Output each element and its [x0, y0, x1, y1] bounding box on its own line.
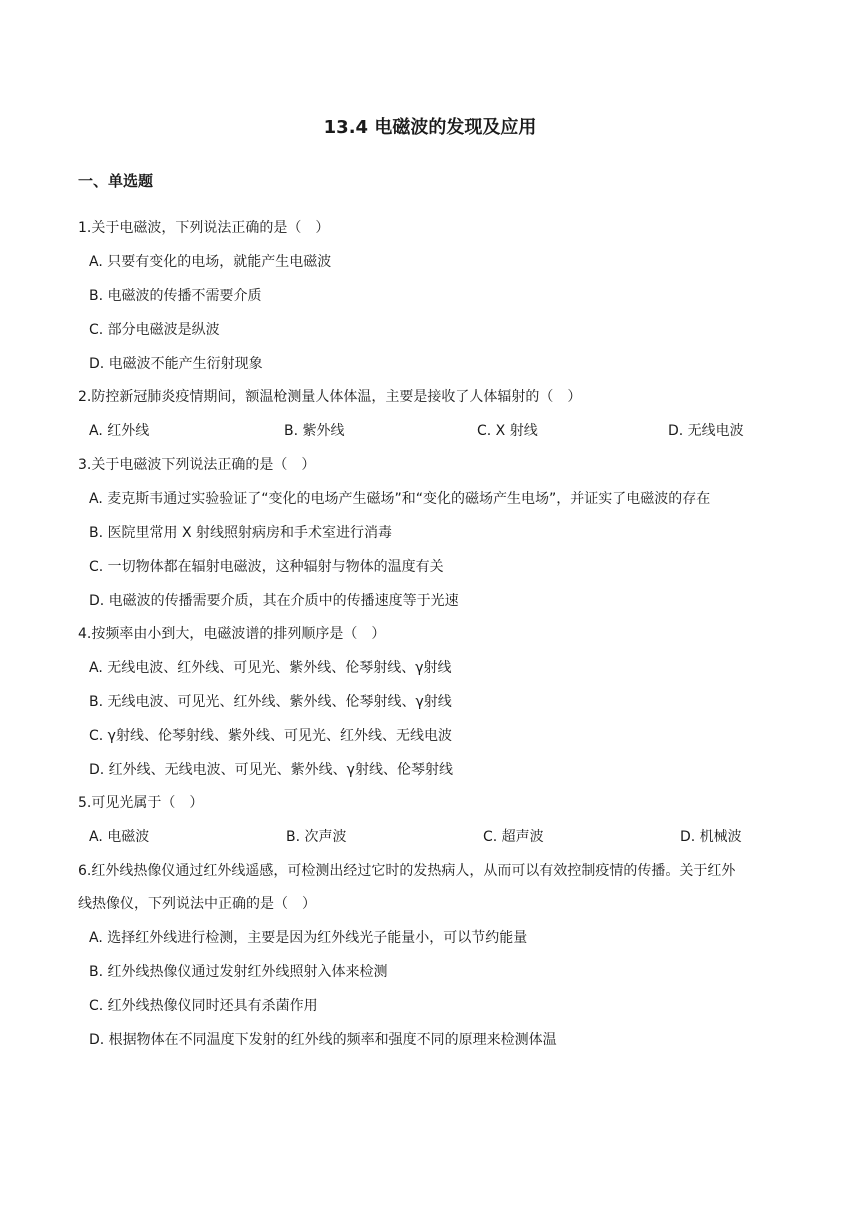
question-4-option-d: D. 红外线、无线电波、可见光、紫外线、γ射线、伦琴射线 [89, 762, 453, 778]
question-4-option-b: B. 无线电波、可见光、红外线、紫外线、伦琴射线、γ射线 [89, 694, 452, 710]
question-6-option-d: D. 根据物体在不同温度下发射的红外线的频率和强度不同的原理来检测体温 [89, 1032, 557, 1048]
question-2-stem: 2.防控新冠肺炎疫情期间，额温枪测量人体体温，主要是接收了人体辐射的（ ） [78, 389, 582, 405]
question-1-option-a: A. 只要有变化的电场，就能产生电磁波 [89, 254, 332, 270]
question-1-option-b: B. 电磁波的传播不需要介质 [89, 288, 262, 304]
question-3-stem: 3.关于电磁波下列说法正确的是（ ） [78, 457, 316, 473]
question-4-stem: 4.按频率由小到大，电磁波谱的排列顺序是（ ） [78, 626, 386, 642]
question-5-option-b: B. 次声波 [286, 829, 347, 845]
question-1-option-d: D. 电磁波不能产生衍射现象 [89, 356, 263, 372]
question-3-option-b: B. 医院里常用 X 射线照射病房和手术室进行消毒 [89, 525, 392, 541]
question-6-stem-line-2: 线热像仪，下列说法中正确的是（ ） [78, 896, 316, 912]
question-2-option-a: A. 红外线 [89, 423, 150, 439]
question-2-option-b: B. 紫外线 [284, 423, 345, 439]
question-1-stem: 1.关于电磁波，下列说法正确的是（ ） [78, 220, 330, 236]
question-5-option-c: C. 超声波 [483, 829, 544, 845]
question-5-option-a: A. 电磁波 [89, 829, 150, 845]
question-5-option-d: D. 机械波 [680, 829, 742, 845]
section-heading: 一、单选题 [78, 172, 154, 190]
question-6-option-c: C. 红外线热像仪同时还具有杀菌作用 [89, 998, 318, 1014]
document-title: 13.4 电磁波的发现及应用 [323, 117, 537, 138]
question-6-option-b: B. 红外线热像仪通过发射红外线照射入体来检测 [89, 964, 388, 980]
question-4-option-c: C. γ射线、伦琴射线、紫外线、可见光、红外线、无线电波 [89, 728, 452, 744]
question-4-option-a: A. 无线电波、红外线、可见光、紫外线、伦琴射线、γ射线 [89, 660, 452, 676]
question-3-option-a: A. 麦克斯韦通过实验验证了“变化的电场产生磁场”和“变化的磁场产生电场”，并证实了电磁波的存在 [89, 491, 711, 507]
question-2-option-d: D. 无线电波 [668, 423, 744, 439]
question-2-option-c: C. X 射线 [477, 423, 538, 439]
question-1-option-c: C. 部分电磁波是纵波 [89, 322, 220, 338]
question-3-option-d: D. 电磁波的传播需要介质，其在介质中的传播速度等于光速 [89, 593, 459, 609]
question-3-option-c: C. 一切物体都在辐射电磁波，这种辐射与物体的温度有关 [89, 559, 444, 575]
question-6-option-a: A. 选择红外线进行检测，主要是因为红外线光子能量小，可以节约能量 [89, 930, 528, 946]
question-6-stem-line-1: 6.红外线热像仪通过红外线遥感，可检测出经过它时的发热病人，从而可以有效控制疫情的传播。关于红外 [78, 863, 736, 879]
question-5-stem: 5.可见光属于（ ） [78, 795, 204, 811]
